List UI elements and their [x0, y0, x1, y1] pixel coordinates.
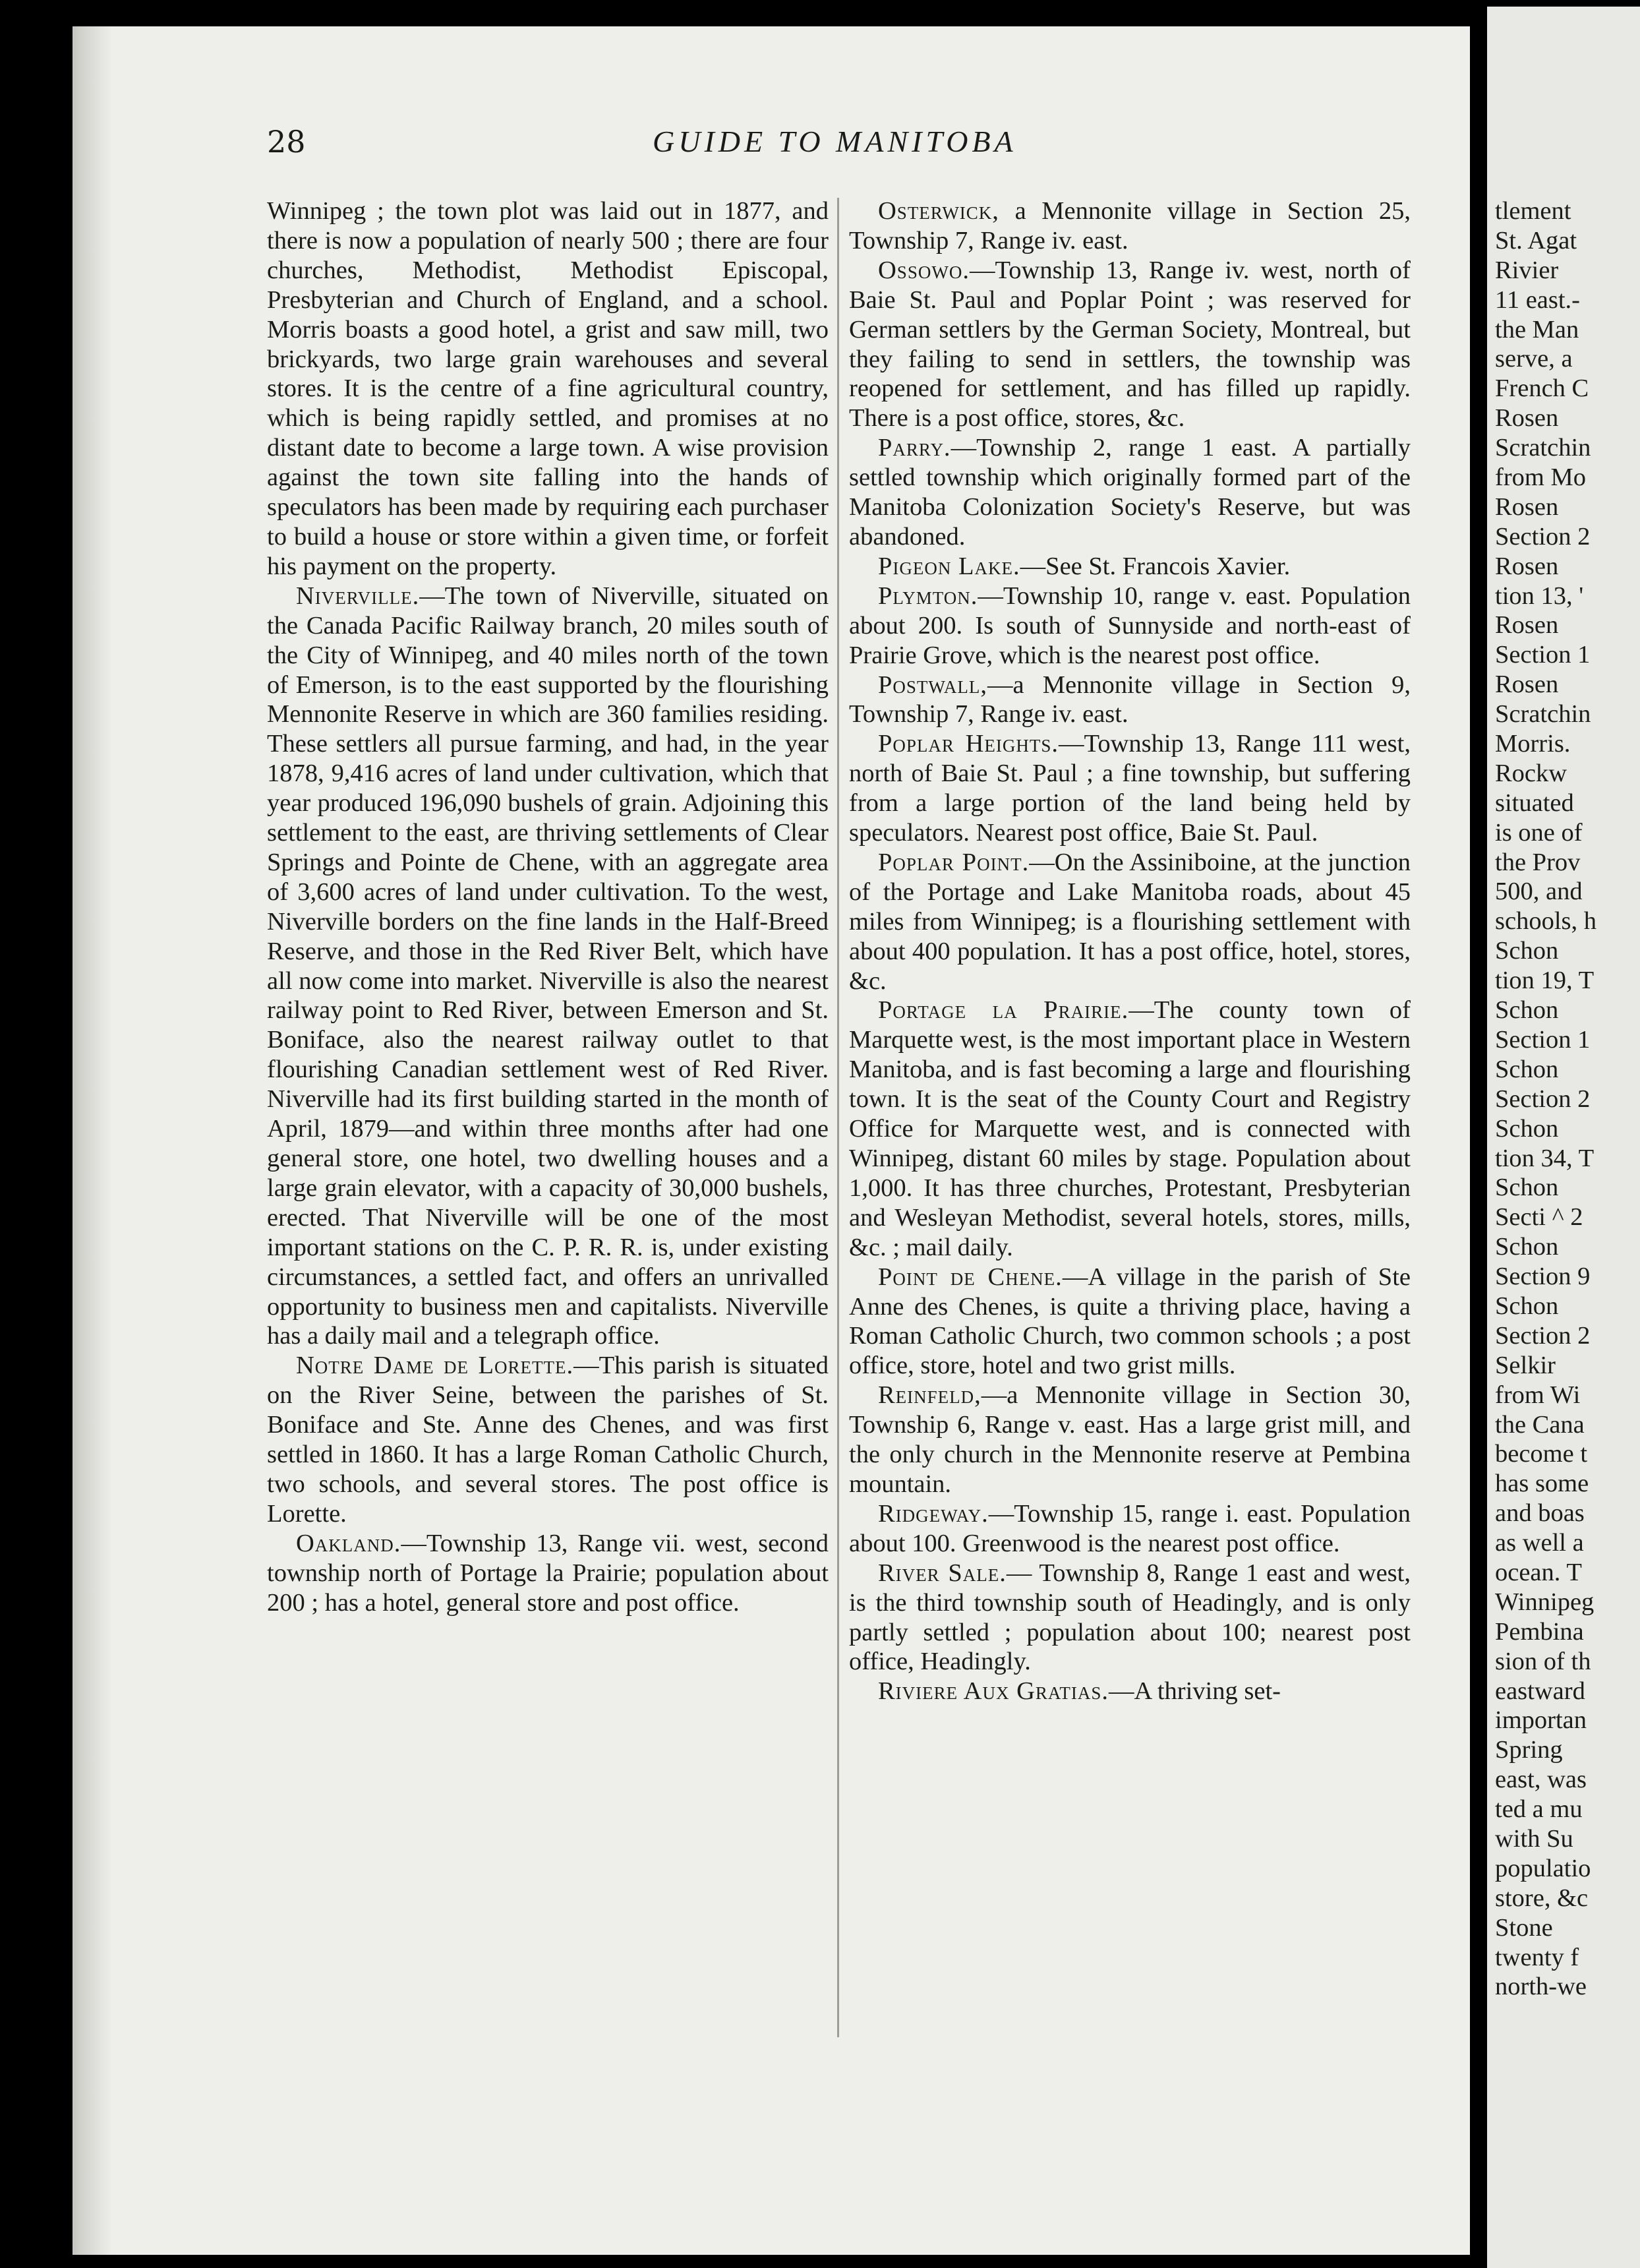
facing-page-text-fragment [1495, 196, 1640, 2002]
facing-page-line: has some [1495, 1470, 1589, 1498]
facing-page-line: tion 19, T [1495, 967, 1595, 995]
facing-page-line: Section 2 [1495, 1085, 1591, 1113]
paragraph-text: —Township 13, Range iv. west, north of Baie St. Paul and Poplar Point ; was reserved for German settlers by the German Society, Montreal, but they failing to send in settlers, the township was reopened for settlement, and has filled up rapidly. There is a post office, stores, &c. [849, 256, 1411, 433]
page-header [267, 124, 1058, 170]
facing-page-line: Selkir [1495, 1351, 1556, 1379]
entry-heading: Portage la Prairie. [878, 996, 1129, 1025]
facing-page-line: from Mo [1495, 463, 1586, 492]
facing-page-line: from Wi [1495, 1381, 1581, 1409]
facing-page-line: Schon [1495, 1114, 1559, 1143]
paragraph-osterwick [849, 196, 1411, 256]
paragraph-reinfeld [849, 1381, 1411, 1499]
facing-page-line: 11 east.- [1495, 285, 1580, 314]
entry-heading: Notre Dame de Lorette. [296, 1352, 574, 1380]
paragraph-text: a Mennonite village in Section 25, Township 7, Range iv. east. [849, 197, 1411, 254]
facing-page-line: Scratchin [1495, 434, 1591, 462]
right-column [849, 196, 1411, 1706]
entry-heading: Osterwick, [878, 197, 999, 225]
paragraph-riviere-aux-gratias [849, 1677, 1411, 1706]
entry-heading: Ossowo. [878, 256, 970, 284]
running-title: GUIDE TO MANITOBA [653, 125, 1017, 158]
facing-page-line: is one of [1495, 818, 1583, 847]
paragraph-river-sale [849, 1559, 1411, 1677]
paragraph-text: —Township 2, range 1 east. A partially settled township which originally formed part of the Manitoba Colonization Society's Reserve, but was abandoned. [849, 434, 1411, 551]
facing-page-line: the Man [1495, 315, 1579, 343]
facing-page-line: north-we [1495, 1973, 1587, 2001]
entry-heading: Niverville. [296, 582, 420, 610]
paragraph-text: —A thriving set- [1109, 1677, 1281, 1706]
facing-page-line: Secti ^ 2 [1495, 1203, 1583, 1232]
facing-page-line: tlement [1495, 197, 1571, 225]
facing-page-line: Schon [1495, 1174, 1559, 1202]
paragraph-text: —On the Assiniboine, at the junction of the Portage and Lake Manitoba roads, about 45 miles from Winnipeg; is a flourishing settlement with about 400 population. It has a post office, hotel, stores, &c. [849, 848, 1411, 995]
page-gutter-shadow [73, 26, 112, 2255]
paragraph-text: —A village in the parish of Ste Anne des Chenes, is quite a thriving place, having a Roman Catholic Church, two common schools ; a post office, store, hotel and two grist mills. [849, 1263, 1411, 1380]
paragraph-text: —See St. Francois Xavier. [1020, 552, 1291, 580]
facing-page-line: schools, h [1495, 907, 1596, 936]
paragraph-morris [267, 196, 829, 582]
paragraph-text: —The town of Niverville, situated on the Canada Pacific Railway branch, 20 miles south of the City of Winnipeg, and 40 miles north of the town of Emerson, is to the east supported by the flourishing Mennonite Reserve in which are 360 families residing. These settlers all pursue farming, and had, in the year 1878, 9,416 acres of land under cultivation, which that year produced 196,090 bushels of grain. Adjoining this settlement to the east, are thriving settlements of Clear Springs and Pointe de Chene, with an aggregate area of 3,600 acres of land under cultivation. To the west, Niverville borders on the fine lands in the Half-Breed Reserve, and those in the Red River Belt, which have all now come into market. Niverville is also the nearest railway point to Red River, between Emerson and St. Boniface, also the nearest railway outlet to that flourishing Canadian settlement west of Red River. Niverville had its first building started in the month of April, 1879—and within three months after had one general store, one hotel, two dwelling houses and a large grain elevator, with a capacity of 30,000 bushels, erected. That Niverville will be one of the most important stations on the C. P. R. R. is, under existing circumstances, a settled fact, and offers an unrivalled opportunity to business men and capitalists. Niverville has a daily mail and a telegraph office. [267, 582, 829, 1350]
entry-heading: Pigeon Lake. [878, 552, 1020, 580]
facing-page-line: Winnipeg [1495, 1588, 1595, 1616]
facing-page-line: Rosen [1495, 552, 1559, 580]
facing-page-line: the Prov [1495, 848, 1581, 876]
facing-page-line: St. Agat [1495, 226, 1577, 254]
facing-page-line: Section 2 [1495, 522, 1591, 551]
facing-page-line: French C [1495, 374, 1589, 403]
facing-page-line: Schon [1495, 1292, 1559, 1320]
facing-page-line: Rosen [1495, 671, 1559, 699]
facing-page-line: east, was [1495, 1766, 1587, 1794]
facing-page-line: Schon [1495, 937, 1559, 965]
paragraph-text: —Township 15, range i. east. Population about 100. Greenwood is the nearest post office. [849, 1499, 1411, 1557]
facing-page-line: Rosen [1495, 611, 1559, 640]
facing-page-line: Schon [1495, 1233, 1559, 1261]
facing-page-line: Pembina [1495, 1617, 1584, 1646]
facing-page-line: Schon [1495, 1055, 1559, 1083]
facing-page-line: Section 2 [1495, 1321, 1591, 1350]
facing-page-line: become t [1495, 1440, 1588, 1468]
facing-page-line: tion 13, ' [1495, 582, 1584, 610]
paragraph-text: —a Mennonite village in Section 30, Township 6, Range v. east. Has a large grist mill, and the only church in the Mennonite reserve at Pembina mountain. [849, 1381, 1411, 1498]
paragraph-ridgeway [849, 1499, 1411, 1559]
facing-page-line: Rosen [1495, 492, 1559, 521]
facing-page-line: twenty f [1495, 1943, 1579, 1971]
entry-heading: Riviere Aux Gratias. [878, 1677, 1109, 1706]
entry-heading: Oakland. [296, 1529, 401, 1557]
paragraph-text: Winnipeg ; the town plot was laid out in 1877, and there is now a population of nearly 500 ; there are four churches, Methodist, Methodist Episcopal, Presbyterian and Church of England, and a school. Morris boasts a good hotel, a grist and saw mill, two brickyards, two large grain warehouses and several stores. It is the centre of a fine agricultural country, which is being rapidly settled, and promises at no distant date to become a large town. A wise provision against the town site falling into the hands of speculators has been made by requiring each purchaser to build a house or store within a given time, or forfeit his payment on the property. [267, 197, 829, 580]
facing-page-line: Morris. [1495, 730, 1571, 758]
facing-page-line: Scratchin [1495, 700, 1591, 729]
facing-page-line: Section 9 [1495, 1263, 1591, 1291]
facing-page-line: 500, and [1495, 878, 1583, 906]
entry-heading: Poplar Heights. [878, 730, 1059, 758]
paragraph-portage-la-prairie [849, 996, 1411, 1262]
page-number: 28 [267, 124, 306, 160]
facing-page-line: with Su [1495, 1824, 1573, 1853]
paragraph-ossowo [849, 256, 1411, 433]
facing-page-line: ted a mu [1495, 1795, 1583, 1824]
paragraph-text: —Township 13, Range 111 west, north of Baie St. Paul ; a fine township, but suffering from a large portion of the land being held by speculators. Nearest post office, Baie St. Paul. [849, 730, 1411, 847]
entry-heading: Postwall, [878, 671, 988, 699]
facing-page-line: serve, a [1495, 345, 1573, 373]
facing-page-line: Rockw [1495, 759, 1567, 787]
paragraph-postwall [849, 671, 1411, 730]
facing-page-line: the Cana [1495, 1410, 1585, 1439]
entry-heading: Ridgeway. [878, 1499, 989, 1528]
paragraph-oakland [267, 1529, 829, 1618]
paragraph-notre-dame [267, 1351, 829, 1528]
facing-page-line: Section 1 [1495, 1025, 1591, 1054]
entry-heading: Reinfeld, [878, 1381, 981, 1410]
paragraph-niverville [267, 582, 829, 1352]
facing-page-line: Stone [1495, 1913, 1553, 1942]
facing-page-line: and boas [1495, 1499, 1585, 1528]
paragraph-plymton [849, 582, 1411, 671]
scan-border-left [0, 0, 73, 2268]
paragraph-poplar-heights [849, 729, 1411, 848]
entry-heading: Poplar Point. [878, 848, 1030, 876]
facing-page-line: Schon [1495, 996, 1559, 1025]
facing-page-line: sion of th [1495, 1647, 1591, 1675]
paragraph-text: —Township 10, range v. east. Population about 200. Is south of Sunnyside and north-east of Prairie Grove, which is the nearest post office. [849, 582, 1411, 669]
paragraph-parry [849, 433, 1411, 552]
facing-page-line: Rosen [1495, 404, 1559, 433]
facing-page-line: as well a [1495, 1529, 1584, 1557]
facing-page-line: tion 34, T [1495, 1144, 1595, 1172]
facing-page-line: store, &c [1495, 1884, 1589, 1912]
entry-heading: River Sale. [878, 1559, 1007, 1587]
facing-page-line: ocean. T [1495, 1558, 1582, 1586]
facing-page-line: populatio [1495, 1854, 1591, 1882]
paragraph-point-de-chene [849, 1263, 1411, 1381]
facing-page-line: Spring [1495, 1736, 1563, 1764]
facing-page-line: situated [1495, 789, 1574, 817]
facing-page-line: Rivier [1495, 256, 1559, 284]
facing-page-line: importan [1495, 1706, 1587, 1735]
paragraph-text: —a Mennonite village in Section 9, Township 7, Range iv. east. [849, 671, 1411, 729]
paragraph-poplar-point [849, 848, 1411, 996]
entry-heading: Parry. [878, 434, 951, 462]
paragraph-text: —The county town of Marquette west, is the most important place in Western Manitoba, and is fast becoming a large and flourishing town. It is the seat of the County Court and Registry Office for Marquette west, and is connected with Winnipeg, distant 60 miles by stage. Population about 1,000. It has three churches, Protestant, Presbyterian and Wesleyan Methodist, several hotels, stores, mills, &c. ; mail daily. [849, 996, 1411, 1261]
facing-page-line: eastward [1495, 1677, 1585, 1705]
paragraph-text: —Township 13, Range vii. west, second township north of Portage la Prairie; population about 200 ; has a hotel, general store and post office. [267, 1529, 829, 1617]
column-rule [837, 198, 839, 2037]
paragraph-text: — Township 8, Range 1 east and west, is the third township south of Headingly, and is only partly settled ; population about 100; nearest post office, Headingly. [849, 1559, 1411, 1676]
paragraph-pigeon-lake [849, 552, 1411, 582]
page-fold-gap [1470, 20, 1487, 2268]
paragraph-text: —This parish is situated on the River Seine, between the parishes of St. Boniface and Ste. Anne des Chenes, and was first settled in 1860. It has a large Roman Catholic Church, two schools, and several stores. The post office is Lorette. [267, 1352, 829, 1528]
left-column [267, 196, 829, 1618]
entry-heading: Plymton. [878, 582, 978, 610]
facing-page-line: Section 1 [1495, 641, 1591, 669]
entry-heading: Point de Chene. [878, 1263, 1063, 1291]
